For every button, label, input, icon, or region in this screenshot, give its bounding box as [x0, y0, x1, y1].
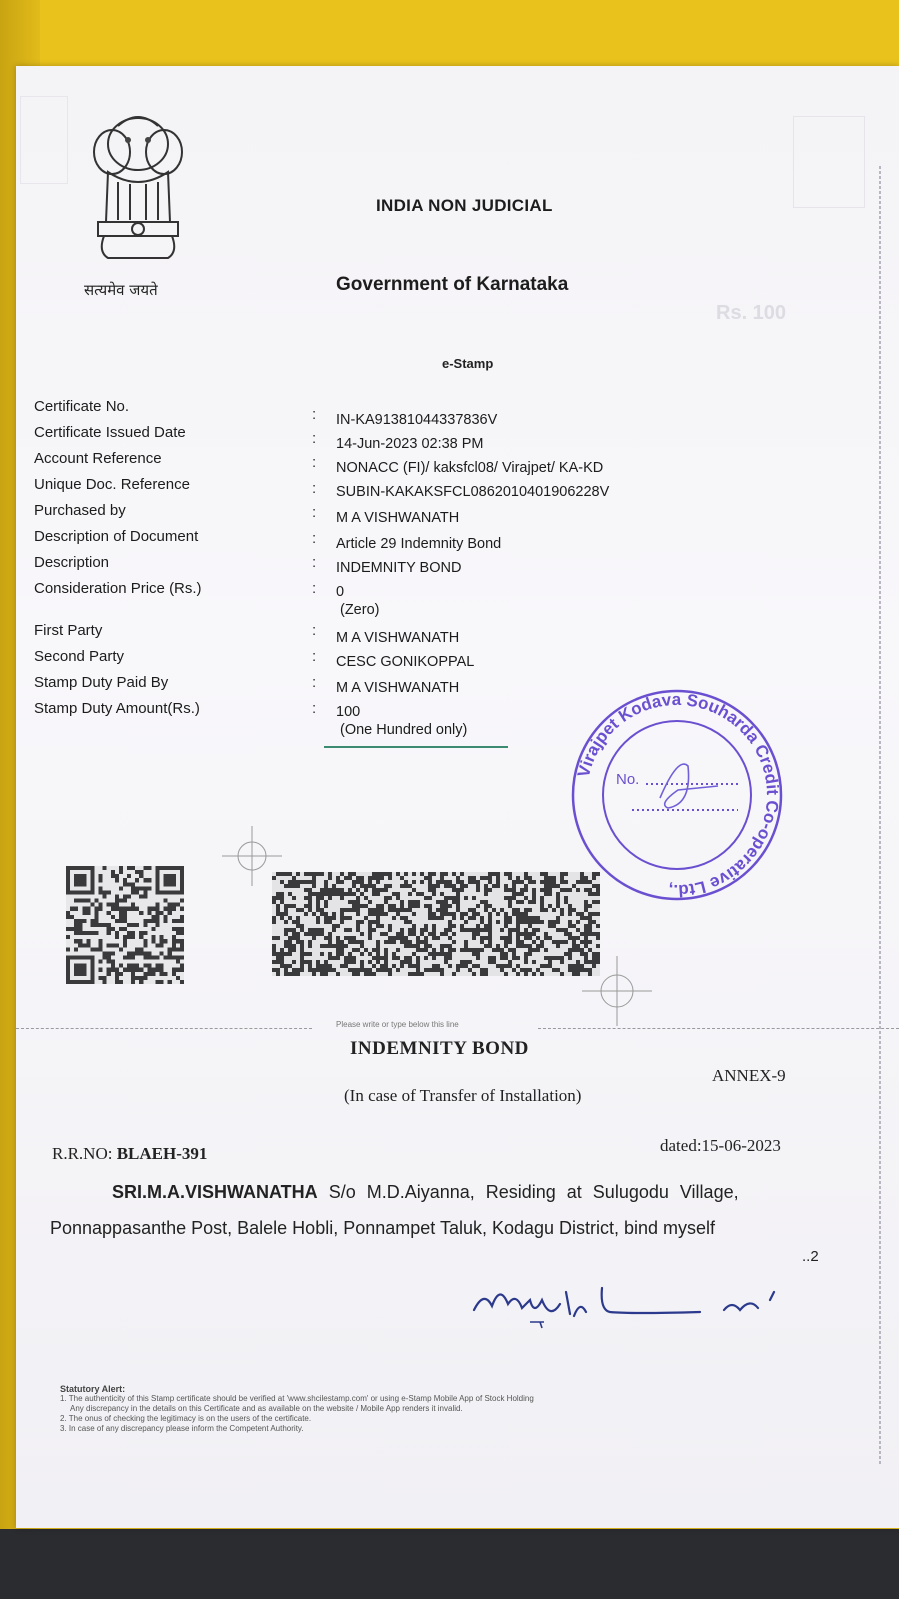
- underline-mark: [324, 746, 508, 748]
- rr-value: BLAEH-391: [116, 1144, 208, 1163]
- field-value-certificate-no: IN-KA91381044337836V: [336, 412, 498, 428]
- body-text-line-1: [112, 1182, 739, 1203]
- write-below-instruction: Please write or type below this line: [336, 1020, 459, 1029]
- field-value-second-party: CESC GONIKOPPAL: [336, 654, 475, 670]
- colon: :: [312, 430, 317, 447]
- national-emblem-icon: [78, 102, 198, 272]
- government-heading: Government of Karnataka: [336, 274, 569, 295]
- bond-date: dated:15-06-2023: [660, 1136, 781, 1155]
- rr-label: R.R.NO:: [52, 1144, 113, 1163]
- estamp-label: e-Stamp: [442, 356, 494, 371]
- field-value-consideration-price: 0: [336, 584, 345, 600]
- page-continuation: ..2: [802, 1248, 819, 1265]
- colon: :: [312, 648, 317, 665]
- statutory-alert-item: 3. In case of any discrepancy please inform the Competent Authority.: [60, 1424, 304, 1433]
- seal-no-label: No.: [616, 771, 640, 788]
- field-label-stamp-duty-amount: Stamp Duty Amount(Rs.): [34, 700, 200, 717]
- barcode-icon: [272, 872, 600, 976]
- document-heading: INDIA NON JUDICIAL: [376, 196, 553, 215]
- colon: :: [312, 554, 317, 571]
- field-value-stamp-duty-words: (One Hundred only): [340, 722, 468, 738]
- table-surface: [0, 1529, 899, 1599]
- faint-denomination: Rs. 100: [716, 302, 787, 324]
- e-stamp-certificate: [16, 66, 899, 1528]
- field-label-first-party: First Party: [34, 622, 103, 639]
- field-label-account-reference: Account Reference: [34, 450, 162, 467]
- statutory-alert: [60, 1384, 534, 1434]
- field-label-certificate-no: Certificate No.: [34, 398, 130, 415]
- colon: :: [312, 454, 317, 471]
- statutory-alert-item: 2. The onus of checking the legitimacy is on the users of the certificate.: [60, 1414, 312, 1423]
- colon: :: [312, 504, 317, 521]
- signature: [470, 1270, 790, 1334]
- statutory-alert-item: 1. The authenticity of this Stamp certificate should be verified at 'www.shcilestamp.com' or using e-Stamp Mobile App of Stock Holding: [60, 1394, 534, 1403]
- statutory-alert-item: Any discrepancy in the details on this Certificate and as available on the website / Mobile App renders it invalid.: [70, 1404, 463, 1413]
- field-value-account-reference: NONACC (FI)/ kaksfcl08/ Virajpet/ KA-KD: [336, 460, 604, 476]
- colon: :: [312, 674, 317, 691]
- field-value-first-party: M A VISHWANATH: [336, 630, 460, 646]
- field-label-consideration-price: Consideration Price (Rs.): [34, 580, 202, 597]
- field-value-unique-doc-reference: SUBIN-KAKAKSFCL0862010401906228V: [336, 484, 610, 500]
- field-value-consideration-words: (Zero): [340, 602, 380, 618]
- field-value-description-of-document: Article 29 Indemnity Bond: [336, 536, 502, 552]
- field-label-second-party: Second Party: [34, 648, 125, 665]
- field-value-purchased-by: M A VISHWANATH: [336, 510, 460, 526]
- body-text-line-1-rest: S/o M.D.Aiyanna, Residing at Sulugodu Village,: [328, 1182, 739, 1202]
- rr-number: [52, 1144, 207, 1164]
- colon: :: [312, 580, 317, 597]
- qr-code-icon: [66, 866, 184, 984]
- field-label-purchased-by: Purchased by: [34, 502, 126, 519]
- field-label-stamp-duty-paid-by: Stamp Duty Paid By: [34, 674, 169, 691]
- cooperative-seal-icon: [568, 686, 786, 904]
- colon: :: [312, 406, 317, 423]
- bond-subtitle: (In case of Transfer of Installation): [344, 1086, 582, 1105]
- colon: :: [312, 700, 317, 717]
- decorative-border-top: [793, 116, 865, 208]
- bond-title: INDEMNITY BOND: [350, 1038, 529, 1059]
- field-label-description-of-document: Description of Document: [34, 528, 199, 545]
- separator-line-left: [16, 1028, 312, 1029]
- separator-line-right: [538, 1028, 899, 1029]
- field-value-stamp-duty-amount: 100: [336, 704, 361, 720]
- colon: :: [312, 480, 317, 497]
- statutory-alert-title: Statutory Alert:: [60, 1384, 126, 1394]
- field-label-description: Description: [34, 554, 110, 571]
- decorative-border-left: [20, 96, 68, 184]
- body-text-line-2: Ponnappasanthe Post, Balele Hobli, Ponnampet Taluk, Kodagu District, bind myself: [50, 1218, 716, 1238]
- colon: :: [312, 622, 317, 639]
- field-label-issued-date: Certificate Issued Date: [34, 424, 186, 441]
- security-microtext-border: [875, 166, 885, 1466]
- seal-ring-text: Virajpet Kodava Souharda Credit Co-operative Ltd.,: [573, 689, 783, 901]
- field-value-issued-date: 14-Jun-2023 02:38 PM: [336, 436, 484, 452]
- annex-label: ANNEX-9: [712, 1066, 786, 1085]
- field-value-description: INDEMNITY BOND: [336, 560, 462, 576]
- executant-name: SRI.M.A.VISHWANATHA: [112, 1182, 318, 1202]
- field-value-stamp-duty-paid-by: M A VISHWANATH: [336, 680, 460, 696]
- colon: :: [312, 530, 317, 547]
- emblem-motto: सत्यमेव जयते: [84, 281, 158, 299]
- field-label-unique-doc-reference: Unique Doc. Reference: [34, 476, 190, 493]
